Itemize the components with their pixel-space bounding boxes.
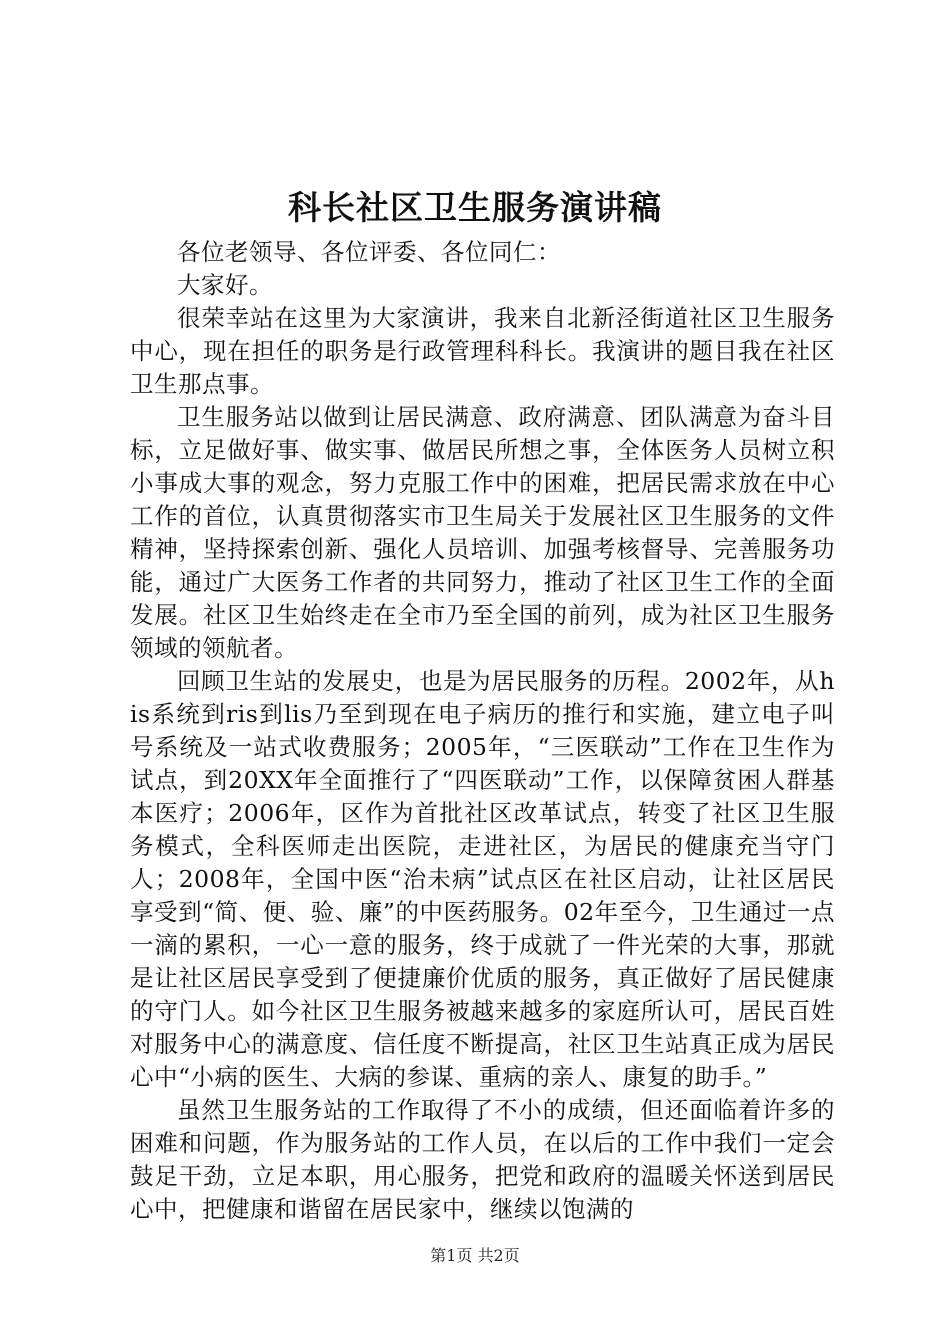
page-number-footer: 第1页 共2页 [430, 1246, 520, 1265]
salutation: 各位老领导、各位评委、各位同仁： [177, 238, 561, 266]
body-paragraph: 回顾卫生站的发展史，也是为居民服务的历程。2002年，从his系统到ris到lis乃至到现在电子病历的推行和实施，建立电子叫号系统及一站式收费服务；2005年，“三医联动”工作在卫生作为试点，到20XX年全面推行了“四医联动”工作，以保障贫困人群基本医疗；2006年，区作为首批社区改革试点，转变了社区卫生服务模式，全科医师走出医院，走进社区，为居民的健康充当守门人；2008年，全国中医“治未病”试点区在社区启动，让社区居民享受到“简、便、验、廉”的中医药服务。02年至今，卫生通过一点一滴的累积，一心一意的服务，终于成就了一件光荣的大事，那就是让社区居民享受到了便捷廉价优质的服务，真正做好了居民健康的守门人。如今社区卫生服务被越来越多的家庭所认可，居民百姓对服务中心的满意度、信任度不断提高，社区卫生站真正成为居民心中“小病的医生、大病的参谋、重病的亲人、康复的助手。” [130, 667, 835, 1091]
body-paragraph: 卫生服务站以做到让居民满意、政府满意、团队满意为奋斗目标，立足做好事、做实事、做居民所想之事，全体医务人员树立积小事成大事的观念，努力克服工作中的困难，把居民需求放在中心工作的首位，认真贯彻落实市卫生局关于发展社区卫生服务的文件精神，坚持探索创新、强化人员培训、加强考核督导、完善服务功能，通过广大医务工作者的共同努力，推动了社区卫生工作的全面发展。社区卫生始终走在全市乃至全国的前列，成为社区卫生服务领域的领航者。 [130, 403, 835, 662]
document-body [130, 236, 835, 1226]
body-paragraph: 很荣幸站在这里为大家演讲，我来自北新泾街道社区卫生服务中心，现在担任的职务是行政管理科科长。我演讲的题目我在社区卫生那点事。 [130, 304, 835, 398]
document-title: 科长社区卫生服务演讲稿 [288, 188, 662, 227]
body-paragraph: 虽然卫生服务站的工作取得了不小的成绩，但还面临着许多的困难和问题，作为服务站的工作人员，在以后的工作中我们一定会鼓足干劲，立足本职，用心服务，把党和政府的温暖关怀送到居民心中，把健康和谐留在居民家中，继续以饱满的 [130, 1096, 835, 1223]
greeting: 大家好。 [177, 271, 273, 299]
